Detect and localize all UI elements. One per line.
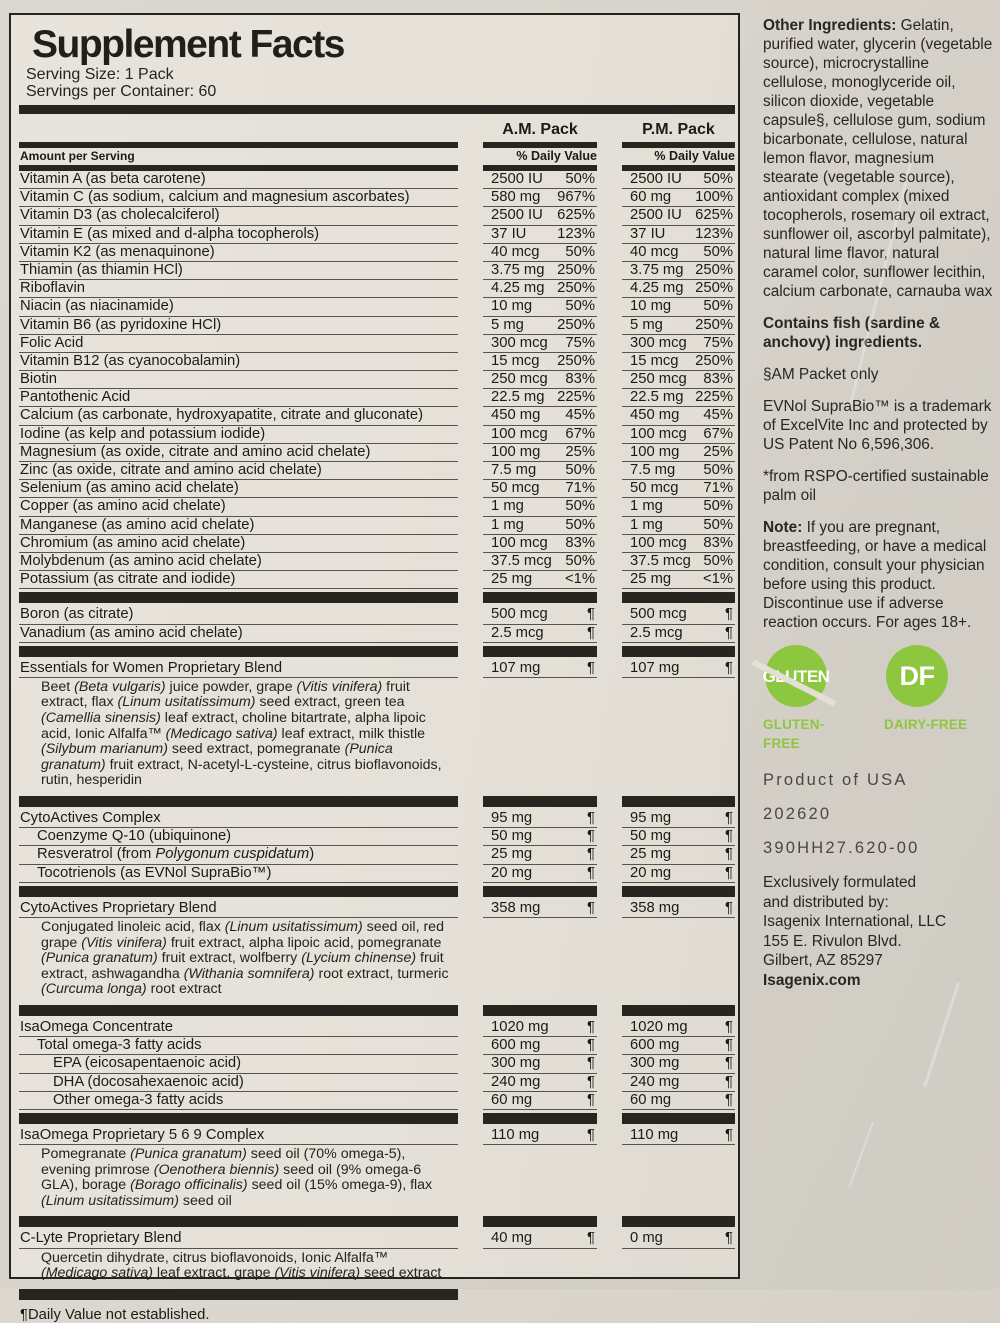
am-pack-value: 250 mcg 83% xyxy=(483,371,597,389)
am-pack-value: 40 mg ¶ xyxy=(483,1230,597,1248)
nutrient-label: CytoActives Proprietary Blend xyxy=(19,900,458,918)
nutrient-label: Chromium (as amino acid chelate) xyxy=(19,535,458,553)
pm-pack-header: P.M. Pack xyxy=(642,121,715,138)
divider-bar xyxy=(19,796,458,807)
table-row xyxy=(19,280,735,298)
am-pack-value: 1020 mg ¶ xyxy=(483,1019,597,1037)
divider-bar xyxy=(622,886,735,897)
pm-pack-value: 1020 mg ¶ xyxy=(622,1019,735,1037)
divider-bar xyxy=(483,796,597,807)
pm-pack-value: 300 mcg 75% xyxy=(622,335,735,353)
pm-pack-value: 4.25 mg 250% xyxy=(622,280,735,298)
pm-pack-value: 100 mcg 83% xyxy=(622,535,735,553)
table-row xyxy=(19,828,735,846)
table-row xyxy=(19,371,735,389)
nutrient-label: Tocotrienols (as EVNol SupraBio™) xyxy=(19,865,458,883)
am-packet-note: §AM Packet only xyxy=(763,366,879,383)
pm-pack-value: 25 mg <1% xyxy=(622,571,735,589)
nutrient-label: CytoActives Complex xyxy=(19,810,458,828)
nutrient-label: Vitamin D3 (as cholecalciferol) xyxy=(19,207,458,225)
am-pack-value: 600 mg ¶ xyxy=(483,1037,597,1055)
nutrient-label: Pantothenic Acid xyxy=(19,389,458,407)
divider-bar xyxy=(483,646,597,657)
table-row xyxy=(19,171,735,189)
nutrient-label: Magnesium (as oxide, citrate and amino acid chelate) xyxy=(19,444,458,462)
nutrient-label: Vitamin E (as mixed and d-alpha tocopherols) xyxy=(19,226,458,244)
table-row xyxy=(19,298,735,316)
supplement-facts-panel xyxy=(9,13,740,1323)
am-pack-value: 107 mg ¶ xyxy=(483,660,597,678)
divider-bar xyxy=(622,646,735,657)
blend-description-row xyxy=(19,678,735,793)
pm-pack-value: 20 mg ¶ xyxy=(622,865,735,883)
am-pack-value: 1 mg 50% xyxy=(483,498,597,516)
rspo-note: *from RSPO-certified sustainable palm oil xyxy=(763,468,989,504)
glare-streak xyxy=(848,1122,874,1188)
table-row xyxy=(19,900,735,918)
distributor-block xyxy=(763,873,993,990)
am-pack-value: 2.5 mcg ¶ xyxy=(483,625,597,643)
am-pack-value: 450 mg 45% xyxy=(483,407,597,425)
nutrient-label: IsaOmega Concentrate xyxy=(19,1019,458,1037)
am-pack-value: 22.5 mg 225% xyxy=(483,389,597,407)
nutrient-label: Vanadium (as amino acid chelate) xyxy=(19,625,458,643)
pm-pack-value: 95 mg ¶ xyxy=(622,810,735,828)
pm-pack-value: 60 mg ¶ xyxy=(622,1092,735,1110)
nutrient-label: Boron (as citrate) xyxy=(19,606,458,624)
divider-bar xyxy=(622,1005,735,1016)
divider-bar xyxy=(622,1216,735,1227)
divider-bar xyxy=(622,1113,735,1124)
am-pack-value: 37 IU 123% xyxy=(483,226,597,244)
product-code: 202620 xyxy=(763,805,832,823)
daily-value-footnote: ¶Daily Value not established. xyxy=(20,1306,210,1323)
blend-description-row xyxy=(19,918,735,1002)
am-pack-value: 40 mcg 50% xyxy=(483,244,597,262)
table-row xyxy=(19,1127,735,1145)
distributor-name: Isagenix International, LLC xyxy=(763,913,947,930)
table-row xyxy=(19,535,735,553)
nutrient-label: C-Lyte Proprietary Blend xyxy=(19,1230,458,1248)
dairy-free-badge xyxy=(884,645,976,753)
nutrient-label: Manganese (as amino acid chelate) xyxy=(19,517,458,535)
divider-bar xyxy=(622,592,735,603)
pm-pack-value: 300 mg ¶ xyxy=(622,1055,735,1073)
am-pack-value: 5 mg 250% xyxy=(483,317,597,335)
table-row xyxy=(19,846,735,864)
pm-daily-value-header: % Daily Value xyxy=(622,142,735,171)
pm-pack-value: 500 mcg ¶ xyxy=(622,606,735,624)
nutrient-label: Folic Acid xyxy=(19,335,458,353)
divider-bar xyxy=(483,1216,597,1227)
am-pack-value: 100 mg 25% xyxy=(483,444,597,462)
nutrient-label: Vitamin A (as beta carotene) xyxy=(19,171,458,189)
am-pack-value: 10 mg 50% xyxy=(483,298,597,316)
pm-pack-value: 250 mcg 83% xyxy=(622,371,735,389)
pm-pack-value: 2500 IU 50% xyxy=(622,171,735,189)
pm-pack-value: 60 mg 100% xyxy=(622,189,735,207)
nutrient-label: Potassium (as citrate and iodide) xyxy=(19,571,458,589)
pm-pack-value: 40 mcg 50% xyxy=(622,244,735,262)
column-subheader-row xyxy=(19,142,735,171)
badge-label: GLUTEN-FREE xyxy=(763,717,825,751)
other-ingredients: Other Ingredients: Gelatin, purified water, glycerin (vegetable source), microcrystalline cellulose, monoglyceride oil, silicon dioxide, vegetable capsule§, cellulose gum, sodium bicarbonate, cellulose, natural lemon flavor, magnesium stearate (vegetable source), antioxidant complex (mixed tocopherols, rosemary oil extract, sunflower oil, ascorbyl palmitate), natural lime flavor, natural caramel color, sunflower lecithin, calcium carbonate, carnauba wax xyxy=(763,17,993,300)
table-row xyxy=(19,480,735,498)
divider-bar xyxy=(483,886,597,897)
amount-per-serving-header: Amount per Serving xyxy=(19,142,458,171)
blend-description: Pomegranate (Punica granatum) seed oil (70% omega-5), evening primrose (Oenothera biennis) seed oil (9% omega-6 GLA), borage (Borago officinalis) seed oil (15% omega-9), flax (Linum usitatissimum) seed oil xyxy=(41,1146,433,1209)
am-pack-value: 7.5 mg 50% xyxy=(483,462,597,480)
nutrient-label: DHA (docosahexaenoic acid) xyxy=(19,1074,458,1092)
pm-pack-value: 37.5 mcg 50% xyxy=(622,553,735,571)
am-pack-value: 1 mg 50% xyxy=(483,517,597,535)
table-row xyxy=(19,1055,735,1073)
pm-pack-value: 0 mg ¶ xyxy=(622,1230,735,1248)
nutrient-label: IsaOmega Proprietary 5 6 9 Complex xyxy=(19,1127,458,1145)
am-pack-value: 25 mg <1% xyxy=(483,571,597,589)
pm-pack-value: 5 mg 250% xyxy=(622,317,735,335)
am-pack-value: 110 mg ¶ xyxy=(483,1127,597,1145)
section-divider xyxy=(19,589,735,606)
nutrient-label: Selenium (as amino acid chelate) xyxy=(19,480,458,498)
table-row xyxy=(19,571,735,589)
pm-pack-value: 2.5 mcg ¶ xyxy=(622,625,735,643)
nutrient-label: Molybdenum (as amino acid chelate) xyxy=(19,553,458,571)
section-divider xyxy=(19,1110,735,1127)
table-row xyxy=(19,353,735,371)
trademark-statement: EVNol SupraBio™ is a trademark of ExcelVite Inc and protected by US Patent No 6,596,306. xyxy=(763,398,992,453)
warning-note: Note: If you are pregnant, breastfeeding, or have a medical condition, consult your physician before using this product. Discontinue use if adverse reaction occurs. For ages 18+. xyxy=(763,519,987,631)
am-pack-value: 60 mg ¶ xyxy=(483,1092,597,1110)
nutrient-label: Other omega-3 fatty acids xyxy=(19,1092,458,1110)
divider-bar xyxy=(19,1005,458,1016)
table-row xyxy=(19,1019,735,1037)
divider-bar xyxy=(483,592,597,603)
distributor-website: Isagenix.com xyxy=(763,971,861,989)
am-pack-value: 20 mg ¶ xyxy=(483,865,597,883)
divider-bar xyxy=(483,1005,597,1016)
pm-pack-value: 7.5 mg 50% xyxy=(622,462,735,480)
am-pack-value: 2500 IU 50% xyxy=(483,171,597,189)
panel-title: Supplement Facts xyxy=(32,23,344,66)
table-row xyxy=(19,810,735,828)
pack-header-row xyxy=(19,121,735,139)
am-pack-value: 300 mg ¶ xyxy=(483,1055,597,1073)
am-pack-value: 25 mg ¶ xyxy=(483,846,597,864)
glare-streak xyxy=(923,982,960,1088)
table-row xyxy=(19,244,735,262)
table-row xyxy=(19,865,735,883)
distributor-address: 155 E. Rivulon Blvd. xyxy=(763,932,902,950)
blend-description: Conjugated linoleic acid, flax (Linum usitatissimum) seed oil, red grape (Vitis vinifera) fruit extract, alpha lipoic acid, pomegranate (Punica granatum) fruit extract, wolfberry (Lycium chinense) fruit extract, ashwagandha (Withania somnifera) root extract, turmeric (Curcuma longa) root extract xyxy=(41,918,449,998)
table-row xyxy=(19,444,735,462)
am-pack-value: 15 mcg 250% xyxy=(483,353,597,371)
divider-bar xyxy=(483,1113,597,1124)
divider-bar xyxy=(19,592,458,603)
section-divider xyxy=(19,1286,735,1303)
nutrient-label: Vitamin K2 (as menaquinone) xyxy=(19,244,458,262)
blend-description: Quercetin dihydrate, citrus bioflavonoids, Ionic Alfalfa™ (Medicago sativa) leaf extract, grape (Vitis vinifera) seed extract xyxy=(41,1249,442,1282)
nutrient-label: Total omega-3 fatty acids xyxy=(19,1037,458,1055)
am-daily-value-header: % Daily Value xyxy=(483,142,597,171)
nutrient-label: Niacin (as niacinamide) xyxy=(19,298,458,316)
table-row xyxy=(19,335,735,353)
table-row xyxy=(19,189,735,207)
distributor-address: Gilbert, AZ 85297 xyxy=(763,952,883,969)
divider-bar xyxy=(19,886,458,897)
am-pack-value: 300 mcg 75% xyxy=(483,335,597,353)
table-row xyxy=(19,553,735,571)
pm-pack-value: 240 mg ¶ xyxy=(622,1074,735,1092)
table-row xyxy=(19,1230,735,1248)
nutrient-label: Coenzyme Q-10 (ubiquinone) xyxy=(19,828,458,846)
divider-bar xyxy=(19,1216,458,1227)
badge-label: DAIRY-FREE xyxy=(884,717,968,732)
divider-bar xyxy=(622,796,735,807)
blend-description-row xyxy=(19,1249,735,1286)
section-divider xyxy=(19,643,735,660)
divider-bar xyxy=(19,1113,458,1124)
pm-pack-value: 450 mg 45% xyxy=(622,407,735,425)
blend-description-row xyxy=(19,1145,735,1213)
table-row xyxy=(19,1074,735,1092)
nutrient-label: Thiamin (as thiamin HCl) xyxy=(19,262,458,280)
table-row xyxy=(19,1092,735,1110)
gluten-free-icon: GLUTEN xyxy=(765,645,827,707)
table-row xyxy=(19,498,735,516)
product-origin: Product of USA xyxy=(763,771,908,789)
pm-pack-value: 25 mg ¶ xyxy=(622,846,735,864)
table-row xyxy=(19,207,735,225)
pm-pack-value: 100 mg 25% xyxy=(622,444,735,462)
am-pack-value: 580 mg 967% xyxy=(483,189,597,207)
distributor-line: Exclusively formulated xyxy=(763,874,917,891)
table-row xyxy=(19,389,735,407)
am-pack-value: 100 mcg 67% xyxy=(483,426,597,444)
side-panel xyxy=(763,16,993,990)
nutrient-label: Vitamin B6 (as pyridoxine HCl) xyxy=(19,317,458,335)
am-pack-value: 37.5 mcg 50% xyxy=(483,553,597,571)
table-row xyxy=(19,660,735,678)
nutrient-label: EPA (eicosapentaenoic acid) xyxy=(19,1055,458,1073)
am-pack-value: 2500 IU 625% xyxy=(483,207,597,225)
am-pack-value: 500 mcg ¶ xyxy=(483,606,597,624)
am-pack-value: 240 mg ¶ xyxy=(483,1074,597,1092)
divider-bar xyxy=(19,646,458,657)
nutrient-label: Calcium (as carbonate, hydroxyapatite, citrate and gluconate) xyxy=(19,407,458,425)
section-divider xyxy=(19,1002,735,1019)
nutrient-label: Iodine (as kelp and potassium iodide) xyxy=(19,426,458,444)
am-pack-header: A.M. Pack xyxy=(502,121,578,138)
nutrient-label: Vitamin C (as sodium, calcium and magnesium ascorbates) xyxy=(19,189,458,207)
pm-pack-value: 1 mg 50% xyxy=(622,498,735,516)
nutrient-label: Essentials for Women Proprietary Blend xyxy=(19,660,458,678)
table-row xyxy=(19,317,735,335)
table-row xyxy=(19,426,735,444)
table-row xyxy=(19,407,735,425)
nutrient-label: Riboflavin xyxy=(19,280,458,298)
pm-pack-value: 10 mg 50% xyxy=(622,298,735,316)
am-pack-value: 50 mg ¶ xyxy=(483,828,597,846)
pm-pack-value: 22.5 mg 225% xyxy=(622,389,735,407)
pm-pack-value: 3.75 mg 250% xyxy=(622,262,735,280)
divider-bar xyxy=(483,1286,597,1297)
allergen-statement: Contains fish (sardine & anchovy) ingredients. xyxy=(763,315,941,351)
table-row xyxy=(19,625,735,643)
pm-pack-value: 100 mcg 67% xyxy=(622,426,735,444)
pm-pack-value: 110 mg ¶ xyxy=(622,1127,735,1145)
am-pack-value: 4.25 mg 250% xyxy=(483,280,597,298)
pm-pack-value: 15 mcg 250% xyxy=(622,353,735,371)
am-pack-value: 358 mg ¶ xyxy=(483,900,597,918)
pm-pack-value: 2500 IU 625% xyxy=(622,207,735,225)
am-pack-value: 95 mg ¶ xyxy=(483,810,597,828)
am-pack-value: 3.75 mg 250% xyxy=(483,262,597,280)
divider-bar xyxy=(622,1286,735,1297)
blend-description: Beet (Beta vulgaris) juice powder, grape (Vitis vinifera) fruit extract, flax (Linum usitatissimum) seed extract, green tea (Camellia sinensis) leaf extract, choline bitartrate, alpha lipoic acid, Ionic Alfalfa™ (Medicago sativa) leaf extract, milk thistle (Silybum marianum) seed extract, pomegranate (Punica granatum) fruit extract, N-acetyl-L-cysteine, citrus bioflavonoids, rutin, hesperidin xyxy=(41,678,442,789)
pm-pack-value: 37 IU 123% xyxy=(622,226,735,244)
nutrient-label: Vitamin B12 (as cyanocobalamin) xyxy=(19,353,458,371)
certification-badges xyxy=(763,645,993,753)
pm-pack-value: 107 mg ¶ xyxy=(622,660,735,678)
table-row xyxy=(19,606,735,624)
table-row xyxy=(19,462,735,480)
table-row xyxy=(19,517,735,535)
dairy-free-icon: DF xyxy=(886,645,948,707)
am-pack-value: 100 mcg 83% xyxy=(483,535,597,553)
am-pack-value: 50 mcg 71% xyxy=(483,480,597,498)
servings-per-container: Servings per Container: 60 xyxy=(26,83,217,100)
nutrient-table xyxy=(19,171,735,1303)
gluten-free-badge xyxy=(763,645,855,753)
pm-pack-value: 50 mcg 71% xyxy=(622,480,735,498)
pm-pack-value: 600 mg ¶ xyxy=(622,1037,735,1055)
nutrient-label: Zinc (as oxide, citrate and amino acid chelate) xyxy=(19,462,458,480)
serving-size: Serving Size: 1 Pack xyxy=(26,66,174,83)
pm-pack-value: 1 mg 50% xyxy=(622,517,735,535)
section-divider xyxy=(19,793,735,810)
table-row xyxy=(19,1037,735,1055)
lot-code: 390HH27.620-00 xyxy=(763,839,920,857)
table-row xyxy=(19,226,735,244)
pm-pack-value: 50 mg ¶ xyxy=(622,828,735,846)
divider-bar xyxy=(19,1289,458,1300)
section-divider xyxy=(19,883,735,900)
table-row xyxy=(19,262,735,280)
distributor-line: and distributed by: xyxy=(763,893,889,911)
nutrient-label: Resveratrol (from Polygonum cuspidatum) xyxy=(19,846,458,864)
divider-bar xyxy=(19,105,735,114)
nutrient-label: Biotin xyxy=(19,371,458,389)
pm-pack-value: 358 mg ¶ xyxy=(622,900,735,918)
nutrient-label: Copper (as amino acid chelate) xyxy=(19,498,458,516)
section-divider xyxy=(19,1213,735,1230)
